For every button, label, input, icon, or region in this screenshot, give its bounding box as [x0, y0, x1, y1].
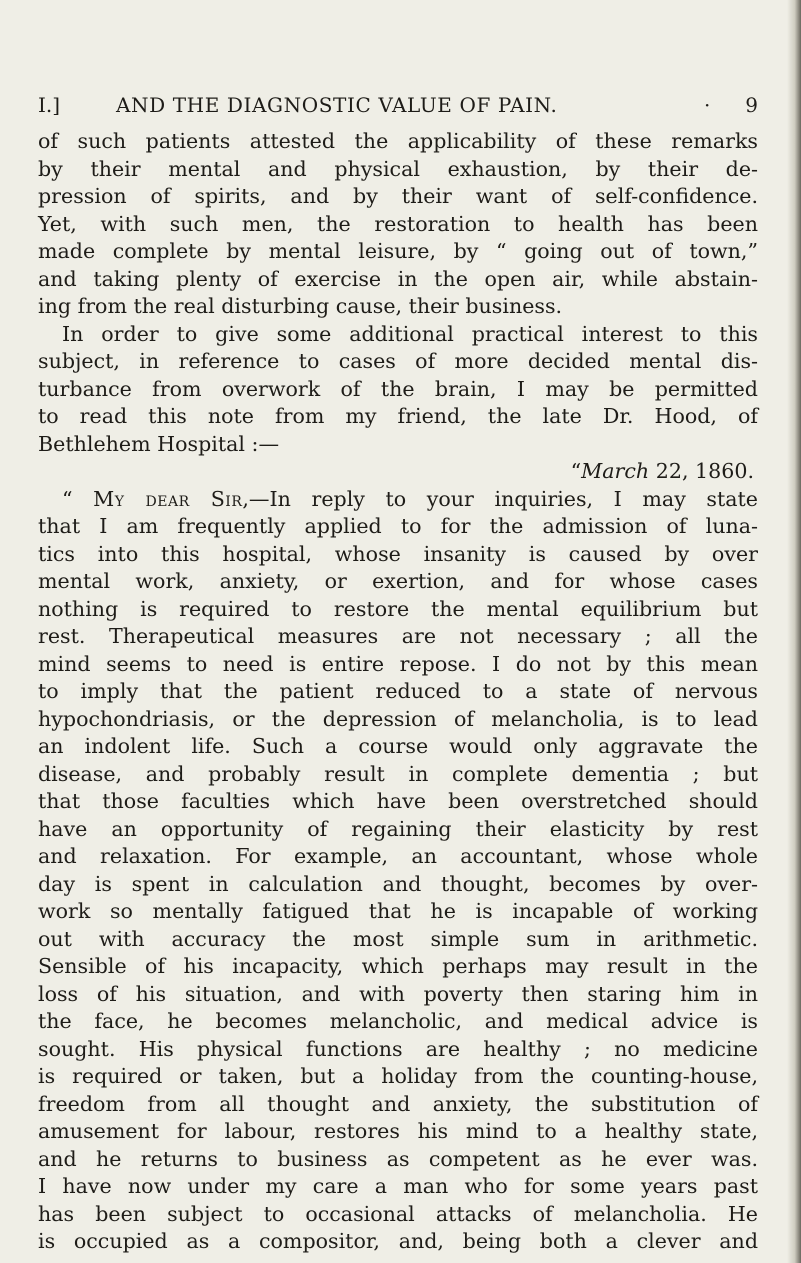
text-line: tics into this hospital, whose insanity is caused by over	[38, 541, 758, 566]
text-line: and he returns to business as competent as he ever was.	[38, 1146, 758, 1171]
date-month: March	[581, 459, 650, 483]
text-line: the face, he becomes melancholic, and medical advice is	[38, 1009, 758, 1033]
date-day-year: 22, 1860.	[655, 459, 754, 483]
text-line: freedom from all thought and anxiety, the substitution of	[38, 1091, 758, 1116]
text-line: disease, and probably result in complete dementia ; but	[38, 761, 758, 786]
date-open-quote: “	[570, 459, 582, 483]
text-line: day is spent in calculation and thought, becomes by over-	[38, 871, 758, 896]
text-line: ing from the real disturbing cause, their business.	[38, 294, 563, 318]
text-line: nothing is required to restore the mental equilibrium but	[38, 596, 758, 621]
text-line: to imply that the patient reduced to a state of nervous	[38, 679, 758, 703]
text-line: subject, in reference to cases of more decided mental dis-	[38, 349, 758, 373]
text-line: made complete by mental leisure, by “ going out of town,”	[38, 239, 758, 263]
text-line: In order to give some additional practical interest to this	[62, 321, 758, 346]
text-line: mind seems to need is entire repose. I do not by this mean	[38, 651, 758, 676]
text-line: work so mentally fatigued that he is incapable of working	[38, 899, 758, 923]
text-line: and relaxation. For example, an accountant, whose whole	[38, 844, 758, 868]
salutation-small-caps: My dear Sir	[93, 486, 243, 511]
text-line: loss of his situation, and with poverty then staring him in	[38, 981, 758, 1006]
text-line: rest. Therapeutical measures are not necessary ; all the	[38, 624, 758, 648]
text-line: to read this note from my friend, the late Dr. Hood, of	[38, 404, 758, 428]
text-line: of such patients attested the applicability of these remarks	[38, 129, 758, 153]
text-line: sought. His physical functions are healthy ; no medicine	[38, 1036, 758, 1061]
text-line: out with accuracy the most simple sum in arithmetic.	[38, 926, 758, 951]
text-line: amusement for labour, restores his mind to a healthy state,	[38, 1119, 758, 1143]
text-line: that those faculties which have been overstretched should	[38, 789, 758, 813]
text-line: pression of spirits, and by their want of self-confidence.	[38, 184, 758, 208]
running-head-title: AND THE DIAGNOSTIC VALUE OF PAIN.	[116, 93, 558, 117]
text-line: and taking plenty of exercise in the open air, while abstain-	[38, 266, 758, 291]
text-line: I have now under my care a man who for some years past	[38, 1174, 758, 1198]
text-line: Sensible of his incapacity, which perhaps may result in the	[38, 954, 758, 978]
text-line: is required or taken, but a holiday from the counting-house,	[38, 1064, 758, 1088]
text-line: Bethlehem Hospital :—	[38, 431, 280, 456]
body-text	[38, 128, 758, 1256]
text-line: is occupied as a compositor, and, being both a clever and	[38, 1229, 758, 1253]
text-line: that I am frequently applied to for the admission of luna-	[38, 514, 758, 538]
text-line: an indolent life. Such a course would only aggravate the	[38, 734, 758, 758]
chapter-marker: I.]	[38, 93, 61, 117]
text-line: mental work, anxiety, or exertion, and for whose cases	[38, 569, 758, 593]
text-line: have an opportunity of regaining their elasticity by rest	[38, 816, 758, 841]
text-line: hypochondriasis, or the depression of melancholia, is to lead	[38, 706, 758, 731]
text-line: turbance from overwork of the brain, I may be permitted	[38, 376, 758, 401]
text-line: by their mental and physical exhaustion, by their de-	[38, 156, 758, 181]
page-number: 9	[745, 93, 758, 117]
letter-date	[38, 458, 758, 486]
letter-salutation-line: “ My dear Sir,—In reply to your inquiries, I may state	[62, 486, 758, 511]
running-head	[38, 93, 758, 123]
running-head-mark: ·	[704, 93, 711, 117]
page-edge-shadow	[787, 0, 801, 1263]
text-line: Yet, with such men, the restoration to health has been	[38, 211, 758, 236]
text-line: has been subject to occasional attacks of melancholia. He	[38, 1201, 758, 1226]
